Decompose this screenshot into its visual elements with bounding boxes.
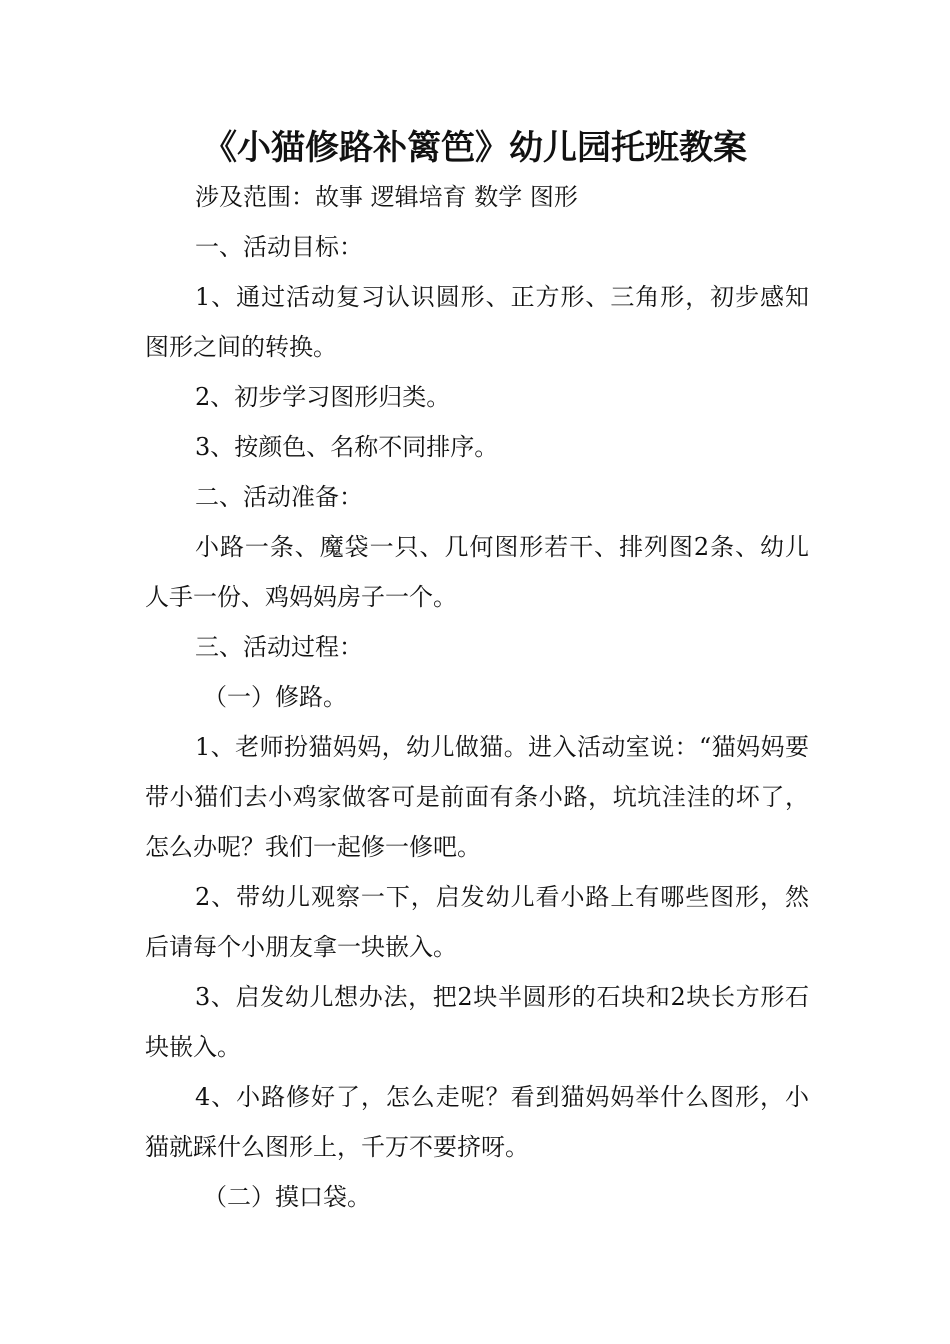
- paragraph-preparation: 小路一条、魔袋一只、几何图形若干、排列图2条、幼儿人手一份、鸡妈妈房子一个。: [145, 533, 809, 611]
- paragraph-goal-1: 1、通过活动复习认识圆形、正方形、三角形，初步感知图形之间的转换。: [145, 283, 809, 361]
- paragraph-scope: 涉及范围：故事 逻辑培育 数学 图形: [195, 183, 578, 211]
- paragraph-step-2: 2、带幼儿观察一下，启发幼儿看小路上有哪些图形，然后请每个小朋友拿一块嵌入。: [145, 883, 809, 961]
- heading-goals: 一、活动目标：: [195, 233, 363, 261]
- heading-preparation: 二、活动准备：: [195, 483, 363, 511]
- paragraph-goal-2: 2、初步学习图形归类。: [195, 383, 451, 411]
- document-body: [145, 172, 809, 1222]
- paragraph-step-1: 1、老师扮猫妈妈，幼儿做猫。进入活动室说：“猫妈妈要带小猫们去小鸡家做客可是前面有条小路，坑坑洼洼的坏了，怎么办呢？我们一起修一修吧。: [145, 733, 809, 861]
- document-title: 《小猫修路补篱笆》幼儿园托班教案: [203, 128, 747, 168]
- subheading-repair-road: （一）修路。: [203, 683, 347, 711]
- paragraph-goal-3: 3、按颜色、名称不同排序。: [195, 433, 499, 461]
- heading-process: 三、活动过程：: [195, 633, 363, 661]
- paragraph-step-4: 4、小路修好了，怎么走呢？看到猫妈妈举什么图形，小猫就踩什么图形上，千万不要挤呀。: [145, 1083, 809, 1161]
- subheading-touch-bag: （二）摸口袋。: [203, 1183, 371, 1211]
- paragraph-step-3: 3、启发幼儿想办法，把2块半圆形的石块和2块长方形石块嵌入。: [145, 983, 809, 1061]
